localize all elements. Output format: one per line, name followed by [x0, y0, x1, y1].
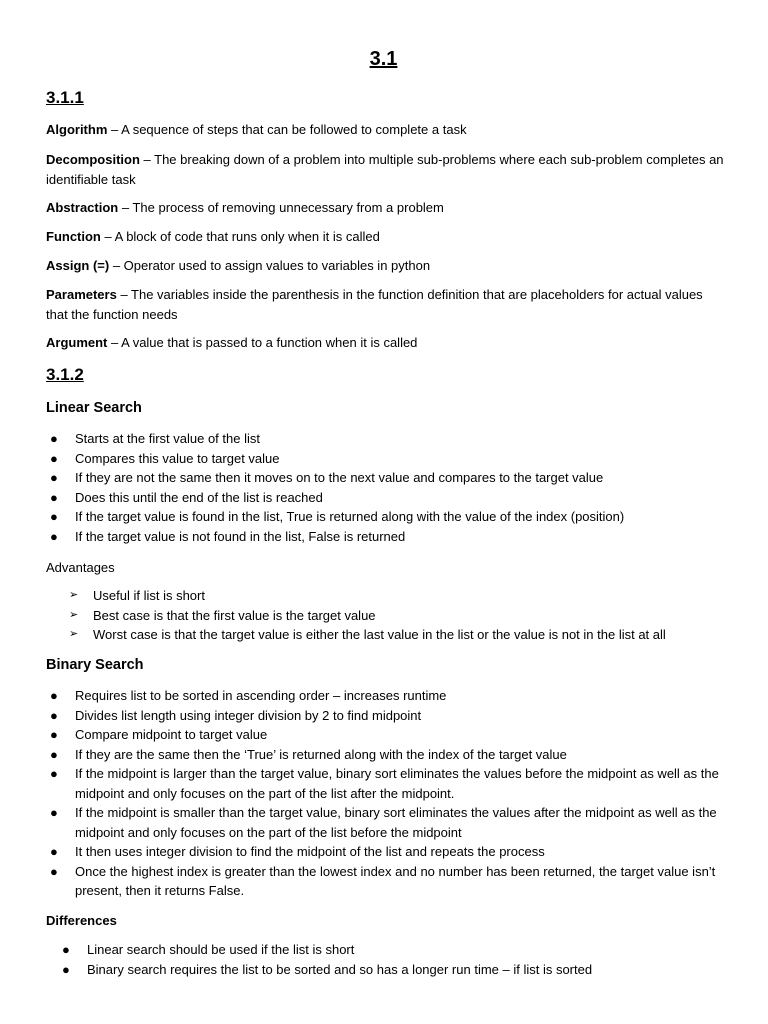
section-heading-3-1-2: 3.1.2: [46, 365, 84, 384]
bullet-icon: ●: [50, 727, 58, 742]
definition-text: – Operator used to assign values to variables in python: [109, 258, 431, 273]
list-item-text: Compares this value to target value: [75, 450, 280, 466]
bullet-icon: ●: [50, 707, 58, 723]
binary-search-points: [46, 686, 736, 901]
list-item-text: Does this until the end of the list is reached: [75, 489, 323, 505]
definition-abstraction: [46, 198, 726, 218]
list-item: [46, 745, 736, 765]
list-item: [46, 468, 736, 488]
list-item-text: Requires list to be sorted in ascending order – increases runtime: [75, 688, 447, 703]
definition-text: – A value that is passed to a function when it is called: [107, 335, 418, 350]
term: Algorithm: [46, 122, 108, 137]
definition-text: – A block of code that runs only when it is called: [100, 229, 380, 244]
advantages-list: [46, 586, 736, 645]
definition-text: – A sequence of steps that can be followed to complete a task: [107, 122, 467, 137]
bullet-icon: ●: [50, 766, 58, 781]
bullet-icon: ●: [50, 863, 58, 879]
list-item-text: Linear search should be used if the list is short: [87, 942, 355, 957]
list-item-text: Starts at the first value of the list: [75, 431, 260, 446]
definition-argument: [46, 333, 726, 353]
list-item: [46, 940, 736, 960]
list-item: [46, 488, 736, 508]
list-item: [46, 507, 736, 527]
bullet-icon: ●: [50, 450, 58, 466]
bullet-icon: ●: [50, 844, 58, 859]
term: Function: [46, 229, 101, 244]
subheading-linear-search: Linear Search: [46, 400, 142, 416]
definition-parameters: [46, 285, 726, 324]
list-item: [46, 803, 736, 842]
arrow-bullet-icon: ➢: [69, 608, 79, 621]
list-item: [46, 960, 736, 980]
list-item: [46, 429, 736, 449]
list-item-text: If they are the same then the ‘True’ is returned along with the index of the target value: [75, 746, 567, 762]
list-item: [46, 862, 736, 901]
definition-text: – The breaking down of a problem into multiple sub-problems where each sub-problem completes an identifiable task: [46, 152, 724, 187]
arrow-bullet-icon: ➢: [69, 628, 79, 640]
list-item-text: Useful if list is short: [93, 588, 205, 603]
list-item: [46, 625, 736, 645]
term: Abstraction: [46, 200, 119, 215]
bullet-icon: ●: [62, 942, 70, 957]
list-item: [46, 842, 736, 862]
list-item: [46, 764, 736, 803]
list-item: [46, 586, 736, 606]
arrow-bullet-icon: ➢: [69, 589, 79, 601]
list-item-text: If the midpoint is smaller than the target value, binary sort eliminates the values after the midpoint as well as the midpoint and only focuses on the part of the list before the midpoint: [75, 805, 717, 840]
list-item-text: Divides list length using integer division by 2 to find midpoint: [75, 707, 422, 723]
bullet-icon: ●: [50, 509, 58, 524]
bullet-icon: ●: [50, 489, 58, 505]
definition-algorithm: [46, 120, 726, 140]
list-item-text: Best case is that the first value is the target value: [93, 607, 376, 623]
list-item-text: Worst case is that the target value is either the last value in the list or the value is not in the list at all: [93, 627, 666, 642]
list-item: [46, 449, 736, 469]
list-item: [46, 706, 736, 726]
term: Argument: [46, 335, 108, 350]
list-item: [46, 686, 736, 706]
list-item-text: Compare midpoint to target value: [75, 727, 268, 742]
definition-text: – The process of removing unnecessary from a problem: [118, 200, 444, 215]
list-item-text: If they are not the same then it moves on to the next value and compares to the target value: [75, 470, 604, 485]
bullet-icon: ●: [50, 805, 58, 820]
bullet-icon: ●: [50, 528, 58, 544]
list-item: [46, 527, 736, 547]
list-item-text: Binary search requires the list to be sorted and so has a longer run time – if list is sorted: [87, 961, 593, 977]
page-title: 3.1: [369, 48, 398, 70]
differences-list: [46, 940, 736, 979]
bullet-icon: ●: [50, 746, 58, 762]
bullet-icon: ●: [50, 470, 58, 485]
bullet-icon: ●: [62, 961, 70, 977]
bullet-icon: ●: [50, 431, 58, 446]
subheading-binary-search: Binary Search: [46, 657, 144, 673]
term: Decomposition: [46, 152, 140, 167]
definition-decomposition: [46, 150, 726, 189]
list-item: [46, 725, 736, 745]
differences-label: Differences: [46, 913, 117, 928]
definition-function: [46, 227, 726, 247]
definition-text: – The variables inside the parenthesis in the function definition that are placeholders for actual values that the function needs: [46, 287, 703, 322]
list-item-text: Once the highest index is greater than the lowest index and no number has been returned, the target value isn’t present, then it returns False.: [75, 863, 716, 898]
term: Parameters: [46, 287, 117, 302]
list-item: [46, 606, 736, 626]
list-item-text: If the target value is not found in the list, False is returned: [75, 528, 406, 544]
list-item-text: It then uses integer division to find the midpoint of the list and repeats the process: [75, 844, 545, 859]
list-item-text: If the target value is found in the list, True is returned along with the value of the index (position): [75, 509, 625, 524]
bullet-icon: ●: [50, 688, 58, 703]
definition-assign: [46, 256, 726, 276]
section-heading-3-1-1: 3.1.1: [46, 88, 84, 107]
advantages-label: Advantages: [46, 560, 115, 575]
term: Assign (=): [46, 258, 110, 273]
list-item-text: If the midpoint is larger than the target value, binary sort eliminates the values before the midpoint as well as the midpoint and only focuses on the part of the list after the midpoint.: [75, 766, 719, 801]
linear-search-points: [46, 429, 736, 546]
